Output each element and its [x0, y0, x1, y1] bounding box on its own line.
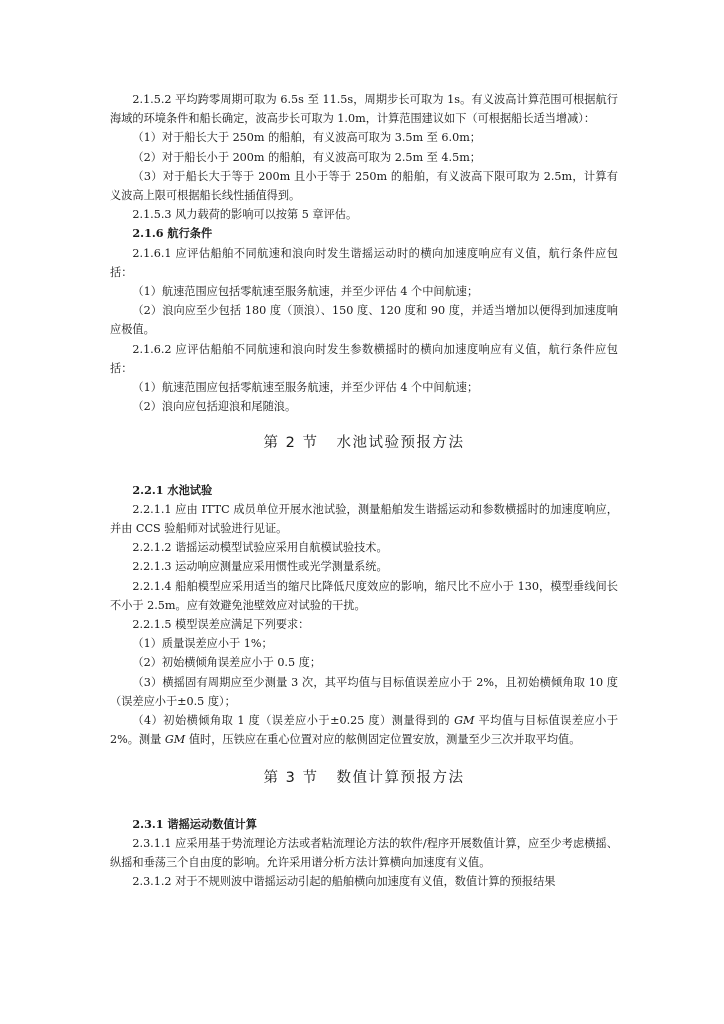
section-name: 数值计算预报方法: [336, 769, 465, 786]
list-item-speed-range-2: （1）航速范围应包括零航速至服务航速，并至少评估 4 个中间航速；: [132, 381, 479, 395]
list-item-heading-range-2: （2）浪向应包括迎浪和尾随浪。: [132, 400, 297, 414]
paragraph-2-1-6-1: 2.1.6.1 应评估船舶不同航速和浪向时发生谐摇运动时的横向加速度响应有义值，航行条件应包括：: [110, 246, 618, 279]
page-content: [110, 90, 618, 892]
list-item-heading-range-1: （2）浪向应至少包括 180 度（顶浪）、150 度、120 度和 90 度，并适当增加以便得到加速度响应极值。: [110, 304, 618, 337]
list-item-wave-height-short-ship: （2）对于船长小于 200m 的船舶，有义波高可取为 2.5m 至 4.5m；: [132, 150, 481, 164]
list-item-wave-height-mid-ship: （3）对于船长大于等于 200m 且小于等于 250m 的船舶，有义波高下限可取为 2.5m，计算有义波高上限可根据船长线性插值得到。: [110, 169, 618, 203]
paragraph-2-3-1-2: 2.3.1.2 对于不规则波中谐摇运动引起的船舶横向加速度有义值，数值计算的预报结果: [132, 875, 556, 889]
list-item-roll-period: （3）横摇固有周期应至少测量 3 次，其平均值与目标值误差应小于 2%，且初始横倾角取 10 度（误差应小于±0.5 度）；: [110, 675, 618, 708]
section-number: 第 3 节: [263, 769, 319, 786]
list-item-speed-range-1: （1）航速范围应包括零航速至服务航速，并至少评估 4 个中间航速；: [132, 285, 479, 299]
section-number: 第 2 节: [263, 435, 319, 452]
section-name: 水池试验预报方法: [336, 435, 465, 452]
heading-2-3-1: 2.3.1 谐摇运动数值计算: [132, 816, 257, 831]
list-item-wave-height-long-ship: （1）对于船长大于 250m 的船舶，有义波高可取为 3.5m 至 6.0m；: [132, 131, 481, 145]
section-title-2: [110, 434, 618, 453]
paragraph-2-2-1-4: 2.2.1.4 船舶模型应采用适当的缩尺比降低尺度效应的影响，缩尺比不应小于 130，模型垂线间长不小于 2.5m。应有效避免池壁效应对试验的干扰。: [110, 579, 618, 612]
paragraph-2-1-5-3: 2.1.5.3 风力载荷的影响可以按第 5 章评估。: [132, 208, 358, 222]
heading-2-1-6: 2.1.6 航行条件: [132, 226, 213, 241]
list-item-gm-measurement: （4）初始横倾角取 1 度（误差应小于±0.25 度）测量得到的 GM 平均值与目标值误差应小于 2%。测量 GM 值时，压铁应在重心位置对应的舷侧固定位置安放，测量至少三次并取平均值。: [110, 714, 619, 747]
list-item-heel-error: （2）初始横倾角误差应小于 0.5 度；: [132, 656, 322, 670]
paragraph-2-2-1-3: 2.2.1.3 运动响应测量应采用惯性或光学测量系统。: [132, 560, 388, 574]
section-title-3: [110, 769, 618, 788]
paragraph-2-2-1-2: 2.2.1.2 谐摇运动模型试验应采用自航模试验技术。: [132, 541, 388, 555]
paragraph-2-1-5-2: 2.1.5.2 平均跨零周期可取为 6.5s 至 11.5s，周期步长可取为 1s。有义波高计算范围可根据航行海域的环境条件和船长确定，波高步长可取为 1.0m，计算范围建议如下（可根据船长适当增减）：: [110, 93, 618, 126]
list-item-mass-error: （1）质量误差应小于 1%；: [132, 637, 273, 651]
paragraph-2-3-1-1: 2.3.1.1 应采用基于势流理论方法或者粘流理论方法的软件/程序开展数值计算，应至少考虑横摇、纵摇和垂荡三个自由度的影响。允许采用谱分析方法计算横向加速度有义值。: [110, 836, 618, 870]
heading-2-2-1: 2.2.1 水池试验: [132, 482, 213, 497]
paragraph-2-2-1-1: 2.2.1.1 应由 ITTC 成员单位开展水池试验，测量船舶发生谐摇运动和参数横摇时的加速度响应，并由 CCS 验船师对试验进行见证。: [110, 502, 618, 536]
paragraph-2-2-1-5: 2.2.1.5 模型误差应满足下列要求：: [132, 618, 310, 632]
paragraph-2-1-6-2: 2.1.6.2 应评估船舶不同航速和浪向时发生参数横摇时的横向加速度响应有义值，航行条件应包括：: [110, 342, 618, 375]
